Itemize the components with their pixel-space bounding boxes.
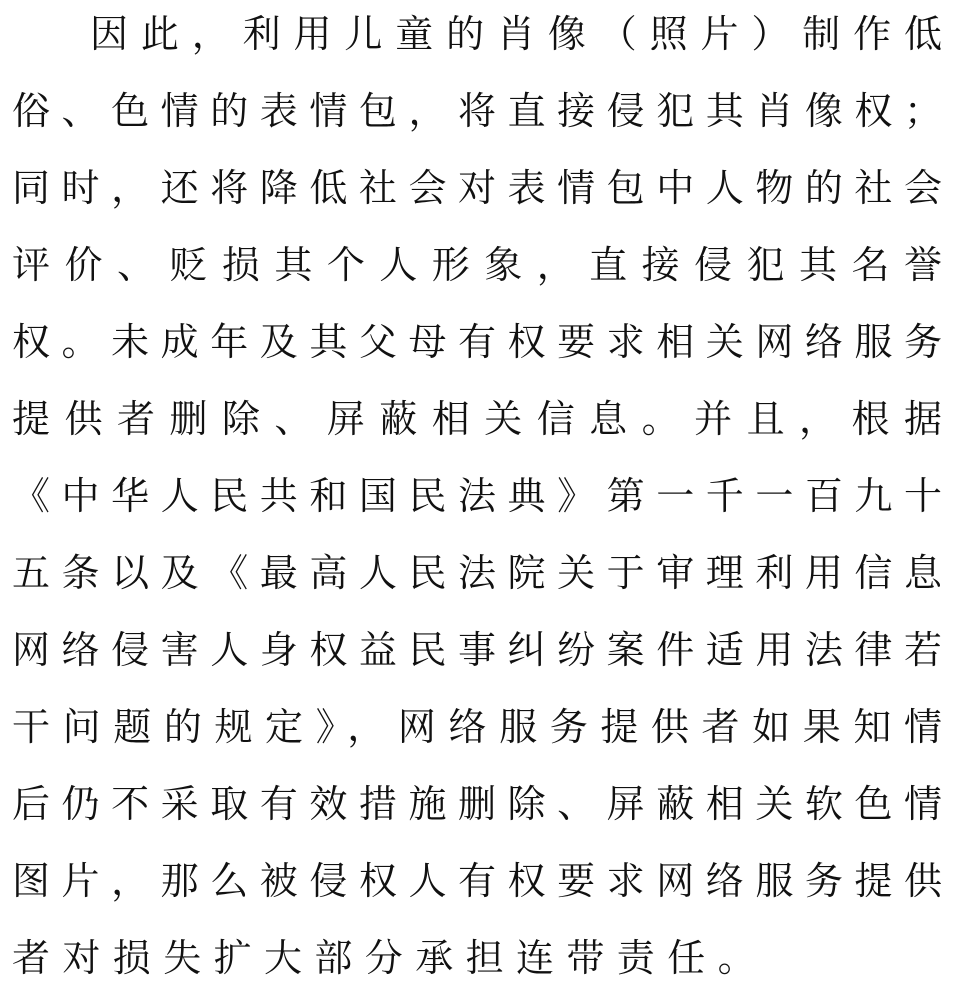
paragraph-line-12: 图片，那么被侵权人有权要求网络服务提供 bbox=[12, 859, 942, 903]
paragraph-line-1: 因此，利用儿童的肖像（照片）制作低 bbox=[90, 12, 942, 56]
paragraph-line-3: 同时，还将降低社会对表情包中人物的社会 bbox=[12, 166, 942, 210]
paragraph-line-4: 评价、贬损其个人形象，直接侵犯其名誉 bbox=[12, 243, 942, 287]
paragraph-line-11: 后仍不采取有效措施删除、屏蔽相关软色情 bbox=[12, 782, 942, 826]
paragraph-line-5: 权。未成年及其父母有权要求相关网络服务 bbox=[12, 320, 942, 364]
paragraph-line-13: 者对损失扩大部分承担连带责任。 bbox=[12, 936, 769, 980]
paragraph-line-7: 《中华人民共和国民法典》第一千一百九十 bbox=[12, 474, 942, 518]
paragraph-line-6: 提供者删除、屏蔽相关信息。并且，根据 bbox=[12, 397, 942, 441]
paragraph-line-2: 俗、色情的表情包，将直接侵犯其肖像权； bbox=[12, 89, 942, 133]
paragraph-line-10: 干问题的规定》，网络服务提供者如果知情 bbox=[12, 705, 942, 749]
paragraph-line-8: 五条以及《最高人民法院关于审理利用信息 bbox=[12, 551, 942, 595]
paragraph-line-9: 网络侵害人身权益民事纠纷案件适用法律若 bbox=[12, 628, 942, 672]
